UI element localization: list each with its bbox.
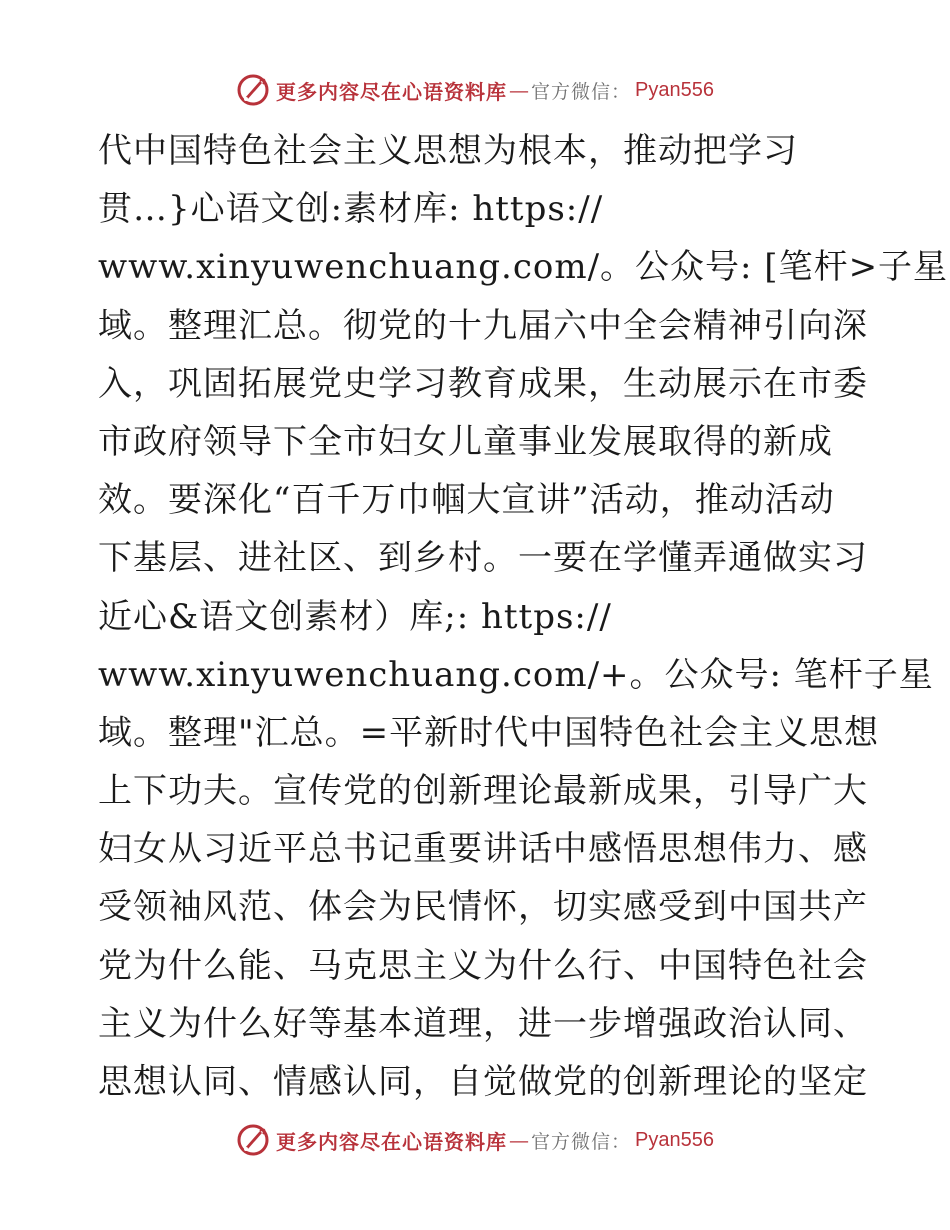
text-line: 近心&语文创素材）库;: https:// — [98, 596, 612, 637]
text-line: 贯…}心语文创:素材库: https:// — [98, 189, 604, 230]
text-line: 域。整理汇总。彻党的十九届六中全会精神引向深 — [98, 305, 868, 346]
text-line: 上下功夫。宣传党的创新理论最新成果，引导广大 — [98, 771, 868, 812]
text-line: 思想认同、情感认同，自觉做党的创新理论的坚定 — [98, 1062, 868, 1102]
banner-official-label: 官方微信： — [531, 80, 632, 103]
footer-watermark — [0, 1120, 950, 1160]
text-line: 下基层、进社区、到乡村。一要在学懂弄通做实习 — [98, 538, 868, 579]
text-line: 效。要深化“百千万巾帼大宣讲”活动，推动活动 — [98, 480, 835, 521]
banner-dash: — — [509, 1128, 529, 1152]
quill-logo-icon — [236, 73, 270, 107]
text-line: 代中国特色社会主义思想为根本，推动把学习 — [98, 131, 798, 171]
text-line: 市政府领导下全市妇女儿童事业发展取得的新成 — [98, 421, 833, 462]
text-line: 妇女从习近平总书记重要讲话中感悟思想伟力、感 — [98, 829, 868, 870]
banner-dash: — — [509, 78, 529, 102]
document-body — [98, 122, 949, 1111]
banner-wechat-id: Pyan556 — [635, 1128, 714, 1151]
banner-official-label: 官方微信： — [531, 1130, 632, 1153]
quill-logo-icon — [236, 1123, 270, 1157]
banner-main-text: 更多内容尽在心语资料库 — [276, 1129, 507, 1154]
banner-main-text: 更多内容尽在心语资料库 — [276, 79, 507, 104]
text-line: 入，巩固拓展党史学习教育成果，生动展示在市委 — [98, 363, 868, 404]
text-line: 党为什么能、马克思主义为什么行、中国特色社会 — [98, 945, 868, 986]
text-line: 主义为什么好等基本道理，进一步增强政治认同、 — [98, 1003, 868, 1044]
text-line: 域。整理"汇总。=平新时代中国特色社会主义思想 — [98, 712, 880, 753]
text-line: www.xinyuwenchuang.com/。公众号: [笔杆>子星 — [98, 247, 949, 288]
text-line: www.xinyuwenchuang.com/+。公众号: 笔杆子星 — [98, 654, 934, 695]
banner-wechat-id: Pyan556 — [635, 78, 714, 101]
header-watermark — [0, 70, 950, 110]
text-line: 受领袖风范、体会为民情怀，切实感受到中国共产 — [98, 887, 868, 928]
